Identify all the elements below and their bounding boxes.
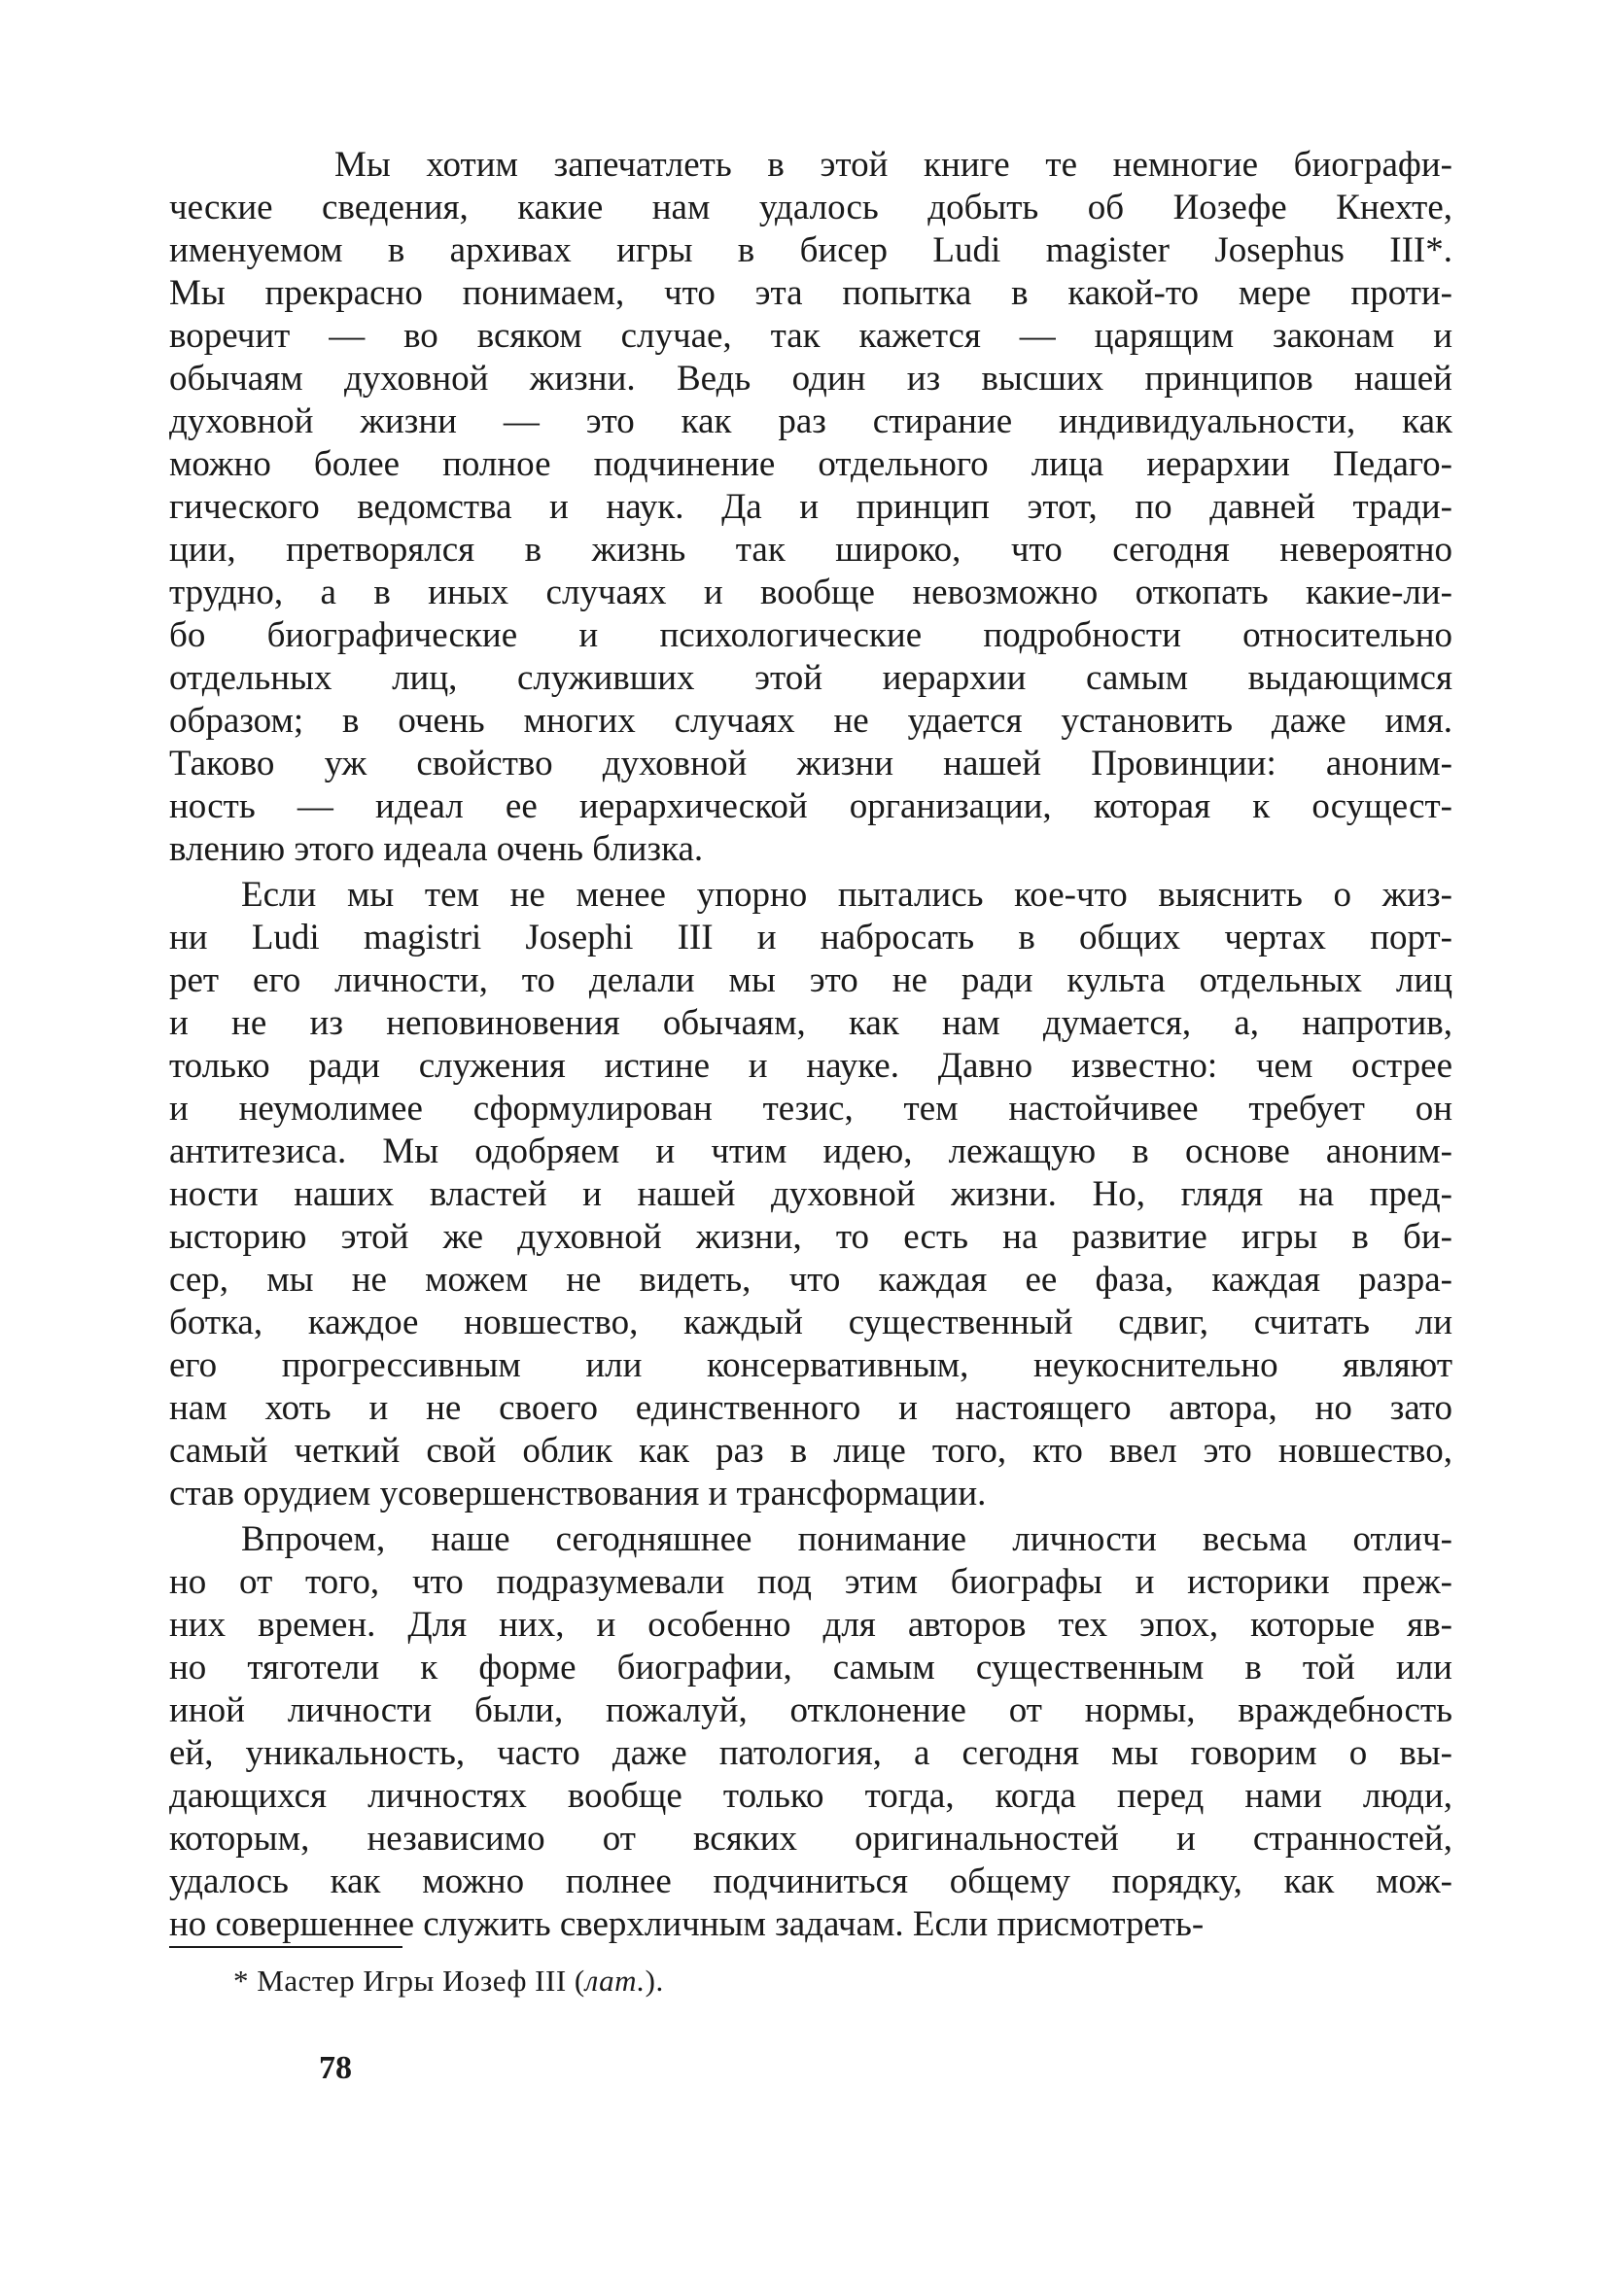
text-line: гического ведомства и наук. Да и принцип этот, по давней тради- — [169, 487, 1452, 527]
text-line: ысторию этой же духовной жизни, то есть на развитие игры в би- — [169, 1217, 1452, 1257]
text-line: антитезиса. Мы одобряем и чтим идею, лежащую в основе аноним- — [169, 1131, 1452, 1171]
text-line: иной личности были, пожалуй, отклонение от нормы, враждебность — [169, 1690, 1452, 1730]
text-line: дающихся личностях вообще только тогда, когда перед нами люди, — [169, 1776, 1452, 1816]
text-line: Мы прекрасно понимаем, что эта попытка в какой-то мере проти- — [169, 273, 1452, 313]
footnote — [233, 1962, 664, 2000]
text-line: духовной жизни — это как раз стирание индивидуальности, как — [169, 401, 1452, 441]
text-line: удалось как можно полнее подчиниться общему порядку, как мож- — [169, 1861, 1452, 1901]
footnote-tail: ). — [645, 1964, 664, 1998]
text-line: воречит — во всяком случае, так кажется — царящим законам и — [169, 316, 1452, 356]
text-line: Мы хотим запечатлеть в этой книге те немногие биографи- — [334, 145, 1452, 185]
text-line: влению этого идеала очень близка. — [169, 829, 704, 869]
text-line: которым, независимо от всяких оригинальностей и странностей, — [169, 1819, 1452, 1859]
text-line: можно более полное подчинение отдельного лица иерархии Педаго- — [169, 444, 1452, 484]
paragraph — [169, 144, 1452, 871]
paragraph — [169, 874, 1452, 1515]
text-line: ботка, каждое новшество, каждый существенный сдвиг, считать ли — [169, 1303, 1452, 1342]
text-line: образом; в очень многих случаях не удается установить даже имя. — [169, 701, 1452, 741]
text-line: них времен. Для них, и особенно для авторов тех эпох, которые яв- — [169, 1605, 1452, 1645]
text-line: трудно, а в иных случаях и вообще невозможно откопать какие-ли- — [169, 573, 1452, 612]
text-line: став орудием усовершенствования и трансформации. — [169, 1474, 987, 1513]
footnote-divider — [169, 1946, 402, 1948]
footnote-text: * Мастер Игры Иозеф III ( — [233, 1964, 585, 1998]
text-line: ции, претворялся в жизнь так широко, что сегодня невероятно — [169, 530, 1452, 570]
footnote-italic: лат. — [584, 1964, 646, 1998]
text-line: ности наших властей и нашей духовной жизни. Но, глядя на пред- — [169, 1174, 1452, 1214]
text-line: ей, уникальность, часто даже патология, а сегодня мы говорим о вы- — [169, 1733, 1452, 1773]
page-number: 78 — [319, 2050, 352, 2086]
text-line: и не из неповиновения обычаям, как нам думается, а, напротив, — [169, 1003, 1452, 1043]
text-line: Если мы тем не менее упорно пытались кое-что выяснить о жиз- — [241, 875, 1452, 915]
text-line: ность — идеал ее иерархической организации, которая к осущест- — [169, 786, 1452, 826]
text-line: его прогрессивным или консервативным, неукоснительно являют — [169, 1345, 1452, 1385]
text-line: бо биографические и психологические подробности относительно — [169, 615, 1452, 655]
text-line: нам хоть и не своего единственного и настоящего автора, но зато — [169, 1388, 1452, 1428]
text-line: только ради служения истине и науке. Давно известно: чем острее — [169, 1046, 1452, 1086]
text-line: но от того, что подразумевали под этим биографы и историки преж- — [169, 1562, 1452, 1602]
text-line: Таково уж свойство духовной жизни нашей Провинции: аноним- — [169, 744, 1452, 783]
text-line: самый четкий свой облик как раз в лице того, кто ввел это новшество, — [169, 1431, 1452, 1471]
paragraph — [169, 1518, 1452, 1946]
text-line: но совершеннее служить сверхличным задачам. Если присмотреть- — [169, 1904, 1205, 1944]
text-line: и неумолимее сформулирован тезис, тем настойчивее требует он — [169, 1089, 1452, 1129]
text-line: ни Ludi magistri Josephi III и набросать в общих чертах порт- — [169, 918, 1452, 957]
text-line: но тяготели к форме биографии, самым существенным в той или — [169, 1648, 1452, 1687]
text-line: именуемом в архивах игры в бисер Ludi magister Josephus III*. — [169, 230, 1452, 270]
text-line: рет его личности, то делали мы это не ради культа отдельных лиц — [169, 960, 1452, 1000]
text-line: ческие сведения, какие нам удалось добыть об Иозефе Кнехте, — [169, 188, 1452, 227]
text-line: сер, мы не можем не видеть, что каждая ее фаза, каждая разра- — [169, 1260, 1452, 1300]
text-line: Впрочем, наше сегодняшнее понимание личности весьма отлич- — [241, 1519, 1452, 1559]
text-line: обычаям духовной жизни. Ведь один из высших принципов нашей — [169, 359, 1452, 399]
main-text — [169, 144, 1452, 1946]
text-line: отдельных лиц, служивших этой иерархии самым выдающимся — [169, 658, 1452, 698]
